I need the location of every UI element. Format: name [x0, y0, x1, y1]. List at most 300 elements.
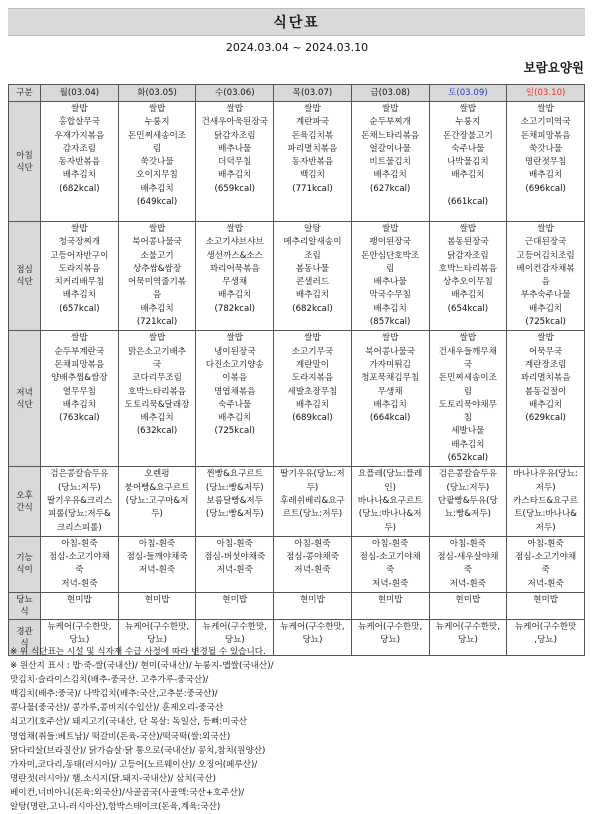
- menu-cell: [41, 536, 119, 592]
- menu-cell: [429, 593, 507, 620]
- row-label: [9, 467, 41, 536]
- menu-item: 조림: [304, 250, 321, 261]
- menu-item: 다진소고기양송: [205, 359, 264, 370]
- menu-cell: [196, 102, 274, 222]
- menu-cell: [274, 331, 352, 467]
- menu-item: 비트물김치: [369, 157, 411, 168]
- menu-item: 순두부찌개: [369, 117, 411, 128]
- menu-item: 배추나물: [218, 143, 252, 154]
- menu-cell: [429, 331, 507, 467]
- menu-item: 저두): [535, 522, 556, 533]
- menu-item: 동자반볶음: [58, 157, 101, 168]
- menu-item: 봄동나물: [295, 263, 330, 274]
- menu-item: 아침-흰죽: [372, 538, 409, 549]
- menu-item: 상추오이무침: [442, 277, 493, 288]
- row-label-line: 식단: [16, 277, 33, 288]
- menu-cell: [274, 536, 352, 592]
- table-body: [9, 102, 585, 656]
- menu-item: 메추리알새송이: [283, 237, 342, 248]
- menu-item: 점심-소고기야채: [515, 552, 577, 563]
- menu-item: 고등어자반구이: [50, 250, 109, 261]
- menu-item: 돈안심단호박조: [361, 250, 420, 261]
- menu-item: 딸기우유&크리스: [46, 495, 112, 506]
- menu-item: 꽈리멸치볶음: [520, 373, 571, 384]
- menu-item: 오렌펑: [144, 469, 170, 480]
- menu-item: (654kcal): [447, 303, 489, 314]
- table-row: [9, 222, 585, 331]
- menu-item: 아침-흰죽: [449, 538, 487, 549]
- menu-item: 배추김치: [451, 170, 485, 181]
- menu-item: 현미밥: [300, 595, 325, 606]
- note-line: 백김치(배추:중국)/ 나박김치(배추:국산,고추분:중국산)/: [10, 689, 218, 700]
- menu-item: 배추김치: [451, 439, 485, 450]
- menu-item: 코다리무조림: [132, 373, 182, 384]
- menu-item: 막국수무침: [369, 290, 411, 301]
- menu-cell: [351, 331, 429, 467]
- menu-item: 뉴케어(구수한맛,: [124, 622, 190, 633]
- menu-item: 건새우들깨무채: [438, 346, 497, 357]
- menu-item: (725kcal): [525, 317, 566, 328]
- menu-cell: [507, 593, 585, 620]
- menu-item: 얼갈이나물: [369, 143, 411, 154]
- row-label-line: 아침: [16, 150, 33, 161]
- menu-item: 배추김치: [295, 399, 330, 410]
- menu-cell: [118, 593, 196, 620]
- menu-item: 배추김치: [62, 170, 96, 181]
- menu-item: 저두): [535, 482, 556, 493]
- menu-item: 배추김치: [140, 183, 174, 194]
- menu-item: 근대된장국: [524, 237, 567, 248]
- menu-cell: [351, 536, 429, 592]
- menu-item: 아침-흰죽: [527, 538, 564, 549]
- menu-cell: [196, 536, 274, 592]
- menu-item: 도라지볶음: [291, 373, 334, 384]
- menu-cell: [429, 467, 507, 536]
- menu-item: 꽈리어묵볶음: [209, 263, 260, 274]
- menu-item: 콘샐러드: [295, 277, 330, 288]
- menu-item: 소고기미역국: [520, 117, 571, 128]
- menu-item: (689kcal): [292, 413, 333, 424]
- menu-item: 현미밥: [66, 595, 92, 606]
- menu-item: 쌀밥: [381, 224, 399, 234]
- menu-item: (629kcal): [525, 413, 566, 424]
- menu-item: 양배추찜&쌈장: [51, 373, 108, 384]
- menu-item: 배추김치: [373, 303, 407, 314]
- menu-item: 소고기샤브샤브: [205, 237, 264, 248]
- menu-item: 두): [306, 482, 319, 493]
- menu-cell: [41, 331, 119, 467]
- note-line: ※ 위 식단표는 시설 및 식자재 수급 사정에 따라 변경될 수 있습니다.: [10, 647, 266, 657]
- menu-item: 쌀밥: [71, 333, 88, 344]
- menu-item: 홍합살무국: [58, 117, 101, 128]
- menu-item: 도토리묵&달래장: [124, 399, 190, 410]
- menu-item: 림: [386, 263, 395, 274]
- day-header: 월(03.04): [41, 85, 119, 102]
- menu-item: ,당뇨): [534, 635, 557, 646]
- menu-item: 쌀밥: [459, 104, 477, 114]
- menu-item: (721kcal): [136, 317, 178, 328]
- menu-item: 저녁-흰죽: [216, 565, 253, 576]
- menu-cell: [41, 593, 119, 620]
- menu-item: 뇨:빵&저두): [444, 509, 491, 520]
- menu-item: 쌀밥: [304, 333, 321, 344]
- menu-item: 쌀밥: [148, 224, 166, 234]
- menu-item: 현미밥: [377, 595, 403, 606]
- menu-item: 딸기우유(당뇨:저: [280, 469, 345, 480]
- menu-item: 청포묵채김무침: [361, 373, 420, 384]
- menu-cell: [429, 222, 507, 331]
- note-line: ※ 원산지 표시 : 밥·죽-쌀(국내산)/ 현미(국내산)/ 누룽지-맵쌀(국내산)/: [10, 661, 274, 672]
- menu-item: (771kcal): [292, 183, 333, 194]
- menu-item: 더덕무침: [218, 157, 252, 168]
- menu-item: 맑은소고기배추: [127, 346, 187, 357]
- menu-item: (725kcal): [214, 426, 255, 437]
- menu-item: (682kcal): [292, 303, 333, 314]
- menu-item: 검은콩칼슘두유: [50, 469, 109, 480]
- menu-item: 저녁-흰죽: [294, 565, 331, 576]
- menu-item: 보름달빵&저두: [206, 495, 264, 506]
- menu-item: (763kcal): [59, 413, 100, 424]
- menu-item: 숙주나물: [451, 143, 485, 154]
- menu-item: (당뇨:저두): [57, 482, 101, 493]
- menu-item: 쌀밥: [459, 333, 477, 344]
- menu-cell: [196, 593, 274, 620]
- menu-item: 돈민찌세송이조: [438, 373, 497, 384]
- menu-item: 당뇨): [224, 635, 245, 646]
- row-label: [9, 102, 41, 222]
- menu-item: 누룽지: [455, 117, 481, 128]
- row-label-line: 경관: [16, 626, 33, 637]
- menu-item: 현미밥: [533, 595, 559, 606]
- menu-item: 열무무침: [62, 386, 96, 397]
- menu-item: 상추쌈&쌈장: [132, 263, 182, 274]
- menu-item: 쌀밥: [537, 104, 554, 114]
- menu-item: 쌀밥: [148, 333, 166, 344]
- menu-item: 냉이된장국: [214, 346, 256, 357]
- menu-item: 우재가지볶음: [54, 130, 105, 141]
- page-title: 식단표: [8, 8, 585, 36]
- menu-item: 점심-콩야채죽: [286, 552, 339, 563]
- menu-item: (696kcal): [525, 183, 566, 194]
- menu-item: 돈육김치볶: [291, 130, 334, 141]
- menu-cell: [274, 222, 352, 331]
- menu-item: 배추김치: [218, 413, 252, 424]
- menu-item: 쌀밥: [226, 224, 244, 234]
- menu-cell: [507, 331, 585, 467]
- row-label: [9, 536, 41, 592]
- note-line: 쇠고기(호주산)/ 돼지고기(국내산, 단 목살: 독일산, 등뼈:미국산: [10, 717, 248, 728]
- menu-item: 소고기무국: [291, 346, 334, 357]
- menu-item: 저녁-흰죽: [61, 578, 98, 589]
- menu-item: 쌀밥: [459, 224, 477, 234]
- menu-item: 쌀밥: [148, 104, 166, 114]
- note-line: 맛김치·슬라이스김치(배추-중국산. 고추가루-중국산)/: [10, 675, 209, 686]
- menu-cell: [274, 102, 352, 222]
- menu-cell: [351, 222, 429, 331]
- menu-item: 무생채: [377, 386, 403, 397]
- menu-item: 현미밥: [455, 595, 481, 606]
- facility-name: 보람요양원: [523, 60, 584, 75]
- menu-item: 뉴케어(구수한맛,: [435, 622, 500, 633]
- menu-cell: [196, 467, 274, 536]
- menu-item: 죽: [541, 565, 550, 576]
- menu-cell: [41, 102, 119, 222]
- menu-cell: [351, 102, 429, 222]
- menu-item: 배추김치: [529, 170, 563, 181]
- menu-item: 르트(당뇨:저두): [282, 509, 343, 520]
- menu-item: 배추김치: [373, 399, 407, 410]
- menu-item: 이볶음: [222, 373, 248, 384]
- menu-item: 검은콩칼슘두유: [438, 469, 497, 480]
- menu-item: 점심-버섯야채죽: [204, 552, 266, 563]
- menu-item: 쌀밥: [304, 104, 321, 114]
- menu-item: 계란장조림: [524, 359, 567, 370]
- menu-item: 순두부계란국: [54, 346, 105, 357]
- menu-item: 가자미튀김: [369, 359, 411, 370]
- menu-item: (652kcal): [447, 453, 489, 464]
- menu-cell: [507, 102, 585, 222]
- row-label-line: 오후: [16, 490, 33, 501]
- menu-item: 호박느타리볶음: [127, 386, 187, 397]
- menu-item: 침: [463, 413, 473, 424]
- menu-item: 숙주나물: [218, 399, 252, 410]
- menu-item: 저녁-흰죽: [372, 578, 409, 589]
- menu-item: 뉴케어(구수한맛,: [202, 622, 267, 633]
- menu-item: 쌀밥: [381, 104, 399, 114]
- menu-item: 점심-새우살야채: [437, 552, 499, 563]
- menu-item: 뉴케어(구수한맛,: [358, 622, 423, 633]
- menu-item: 인): [384, 482, 396, 493]
- menu-item: 당뇨): [69, 635, 90, 646]
- menu-period: 2024.03.04 ~ 2024.03.10: [225, 41, 369, 54]
- day-header: 금(03.08): [351, 85, 429, 102]
- menu-item: (당뇨:빵&저두): [205, 509, 264, 520]
- menu-item: 어묵미역줄기볶: [127, 277, 187, 288]
- menu-item: 청국장찌개: [58, 237, 101, 248]
- menu-item: 뉴케어(구수한맛,: [47, 622, 112, 633]
- menu-item: 쌀밥: [71, 224, 88, 234]
- menu-cell: [41, 222, 119, 331]
- menu-cell: [507, 467, 585, 536]
- menu-item: 봄동겉절이: [524, 386, 567, 397]
- menu-item: 아침-흰죽: [294, 538, 331, 549]
- menu-item: 부추숙주나물: [520, 290, 571, 301]
- note-line: 명엽채(취들:베트남)/ 떡갈비(돈육-국산)/떡국떡(쌀:외국산): [10, 731, 231, 742]
- weekly-menu-table: [8, 84, 585, 656]
- table-row: [9, 102, 585, 222]
- menu-item: 도라지볶음: [58, 263, 101, 274]
- day-header: 목(03.07): [274, 85, 352, 102]
- menu-item: 저녁-흰죽: [449, 578, 487, 589]
- menu-cell: [274, 467, 352, 536]
- menu-item: 배추김치: [62, 399, 96, 410]
- table-row: [9, 536, 585, 592]
- row-label: [9, 331, 41, 467]
- menu-item: 감자조림: [62, 143, 96, 154]
- menu-item: 아침-흰죽: [61, 538, 98, 549]
- menu-item: 치커리배무침: [54, 277, 105, 288]
- menu-item: 쌀밥: [381, 333, 399, 344]
- menu-item: 알탕: [304, 224, 321, 234]
- menu-item: 호박느타리볶음: [438, 263, 497, 274]
- menu-item: 돈채피망볶음: [520, 130, 571, 141]
- menu-item: (857kcal): [369, 317, 411, 328]
- menu-item: 북어콩나물국: [132, 237, 182, 248]
- menu-cell: [507, 222, 585, 331]
- note-line: 닭다리살(브라질산)/ 닭가슴살·닭 통으로(국내산)/ 꽁치,참치(원양산): [10, 745, 266, 756]
- menu-item: 세발나물: [451, 426, 485, 437]
- menu-item: 점심-소고기야채: [359, 552, 421, 563]
- menu-cell: [351, 467, 429, 536]
- menu-item: 북어콩나물국: [365, 346, 416, 357]
- menu-item: (당뇨:바나나&저: [358, 509, 422, 520]
- menu-item: (664kcal): [369, 413, 411, 424]
- menu-item: 당뇨): [380, 635, 401, 646]
- menu-item: 후레쉬베리&요구: [280, 495, 345, 506]
- menu-item: 찐빵&요구르트: [206, 469, 264, 480]
- menu-item: 어묵무국: [529, 346, 563, 357]
- row-label-line: 식이: [16, 565, 33, 576]
- menu-item: 단팥빵&두유(당: [437, 495, 498, 506]
- menu-item: (782kcal): [214, 303, 255, 314]
- menu-item: 국: [463, 359, 473, 370]
- menu-item: 아침-흰죽: [138, 538, 176, 549]
- menu-item: 카스타드&요구르: [513, 495, 579, 506]
- menu-item: 트(당뇨:바나나&: [514, 509, 577, 520]
- menu-item: 세발초장무침: [287, 386, 338, 397]
- menu-item: 현미밥: [222, 595, 248, 606]
- note-line: 명란젓(러시아)/ 햄.소시지(닭.돼지-국내산)/ 삼치(국산): [10, 773, 216, 784]
- menu-item: 봄동된장국: [447, 237, 489, 248]
- menu-item: 배추김치: [218, 170, 252, 181]
- menu-item: 돈간장불고기: [442, 130, 493, 141]
- menu-item: 점심-소고기야채: [48, 552, 110, 563]
- row-label-line: 간식: [16, 502, 33, 513]
- menu-item: 당뇨): [147, 635, 168, 646]
- row-label-line: 당뇨: [16, 595, 33, 606]
- menu-item: 돈채피망볶음: [54, 359, 105, 370]
- menu-item: 점심-들깨야채죽: [126, 552, 188, 563]
- menu-item: 동자반볶음: [291, 157, 334, 168]
- note-line: 가자미,코다리,동태(러시아)/ 고등어(노르웨이산)/ 오징어(페루산)/: [10, 759, 258, 770]
- menu-item: 오이지무침: [136, 170, 178, 181]
- menu-item: 닭감자조림: [214, 130, 256, 141]
- note-line: 콩나물(중국산)/ 콩가루,콩비지(수입산)/ 훈제오리-중국산: [10, 703, 224, 714]
- row-label-line: 식: [20, 638, 29, 649]
- menu-item: 아침-흰죽: [216, 538, 253, 549]
- menu-item: 두): [151, 509, 163, 520]
- menu-item: 도토리묵야채무: [438, 399, 497, 410]
- row-label: [9, 593, 41, 620]
- menu-cell: [196, 331, 274, 467]
- menu-item: 죽: [386, 565, 395, 576]
- menu-item: 팽이된장국: [369, 237, 411, 248]
- menu-cell: [196, 222, 274, 331]
- menu-item: 죽: [75, 565, 84, 576]
- menu-item: 림: [152, 143, 162, 154]
- row-label-line: 기능: [16, 553, 33, 564]
- menu-item: 바나나우유(당뇨:: [513, 469, 578, 480]
- menu-item: (659kcal): [214, 183, 255, 194]
- menu-item: 배추나물: [373, 277, 407, 288]
- menu-cell: [429, 536, 507, 592]
- menu-item: 음: [541, 277, 550, 288]
- menu-item: 쌀밥: [226, 104, 244, 114]
- menu-item: 배추김치: [451, 290, 485, 301]
- menu-item: 명란젓무침: [524, 157, 567, 168]
- menu-item: 당뇨): [457, 635, 478, 646]
- menu-item: 국: [152, 359, 162, 370]
- menu-item: 누룽지: [144, 117, 170, 128]
- menu-cell: [429, 102, 507, 222]
- menu-item: 배추김치: [295, 290, 330, 301]
- menu-item: 저녁-흰죽: [138, 565, 176, 576]
- menu-item: (627kcal): [369, 183, 411, 194]
- menu-item: 무생채: [222, 277, 248, 288]
- menu-item: 요플레(당뇨:플레: [357, 469, 423, 480]
- header-label: 구분: [9, 85, 41, 102]
- menu-cell: [41, 467, 119, 536]
- menu-item: 배추김치: [218, 290, 252, 301]
- menu-item: 붕어빵&요구르트: [124, 482, 190, 493]
- menu-cell: [118, 331, 196, 467]
- menu-item: 쌀밥: [537, 224, 554, 234]
- menu-item: (632kcal): [136, 426, 178, 437]
- menu-item: 고등어김치조림: [516, 250, 575, 261]
- menu-item: 배추김치: [529, 303, 563, 314]
- row-label-line: 점심: [16, 265, 33, 276]
- menu-item: 두): [384, 522, 396, 533]
- menu-item: 쑥갓나물: [140, 157, 174, 168]
- menu-item: (682kcal): [59, 183, 100, 194]
- menu-item: 파리멸치볶음: [287, 143, 338, 154]
- day-header: 화(03.05): [118, 85, 196, 102]
- menu-item: 건새우아욱된장국: [201, 117, 268, 128]
- menu-item: 베이컨감자채볶: [516, 263, 575, 274]
- menu-item: 돈민찌세송이조: [127, 130, 187, 141]
- day-header: 수(03.06): [196, 85, 274, 102]
- menu-cell: [351, 593, 429, 620]
- row-label-line: 식단: [16, 162, 33, 173]
- menu-item: 쑥갓나물: [529, 143, 563, 154]
- table-row: [9, 331, 585, 467]
- menu-item: 배추김치: [140, 413, 174, 424]
- table-row: [9, 467, 585, 536]
- menu-item: 피롤(당뇨:저두&: [47, 509, 111, 520]
- menu-item: 뉴케어(구수한맛: [514, 622, 577, 633]
- notes-section: [10, 645, 585, 814]
- menu-item: 나박물김치: [447, 157, 489, 168]
- menu-item: 배추김치: [140, 303, 174, 314]
- menu-item: 죽: [463, 565, 473, 576]
- menu-item: (당뇨:빵&저두): [205, 482, 264, 493]
- row-label-line: 식단: [16, 399, 33, 410]
- menu-item: 뉴케어(구수한맛,: [280, 622, 345, 633]
- row-label-line: 저녁: [16, 387, 33, 398]
- menu-cell: [118, 536, 196, 592]
- menu-cell: [118, 222, 196, 331]
- menu-item: 음: [152, 290, 162, 301]
- menu-cell: [507, 536, 585, 592]
- table-row: [9, 593, 585, 620]
- menu-item: 쌀밥: [226, 333, 244, 344]
- menu-item: 당뇨): [302, 635, 323, 646]
- menu-item: 백김치: [300, 170, 325, 181]
- row-label: [9, 222, 41, 331]
- day-header-sunday: 일(03.10): [507, 85, 585, 102]
- menu-item: 쌀밥: [537, 333, 554, 344]
- menu-cell: [118, 102, 196, 222]
